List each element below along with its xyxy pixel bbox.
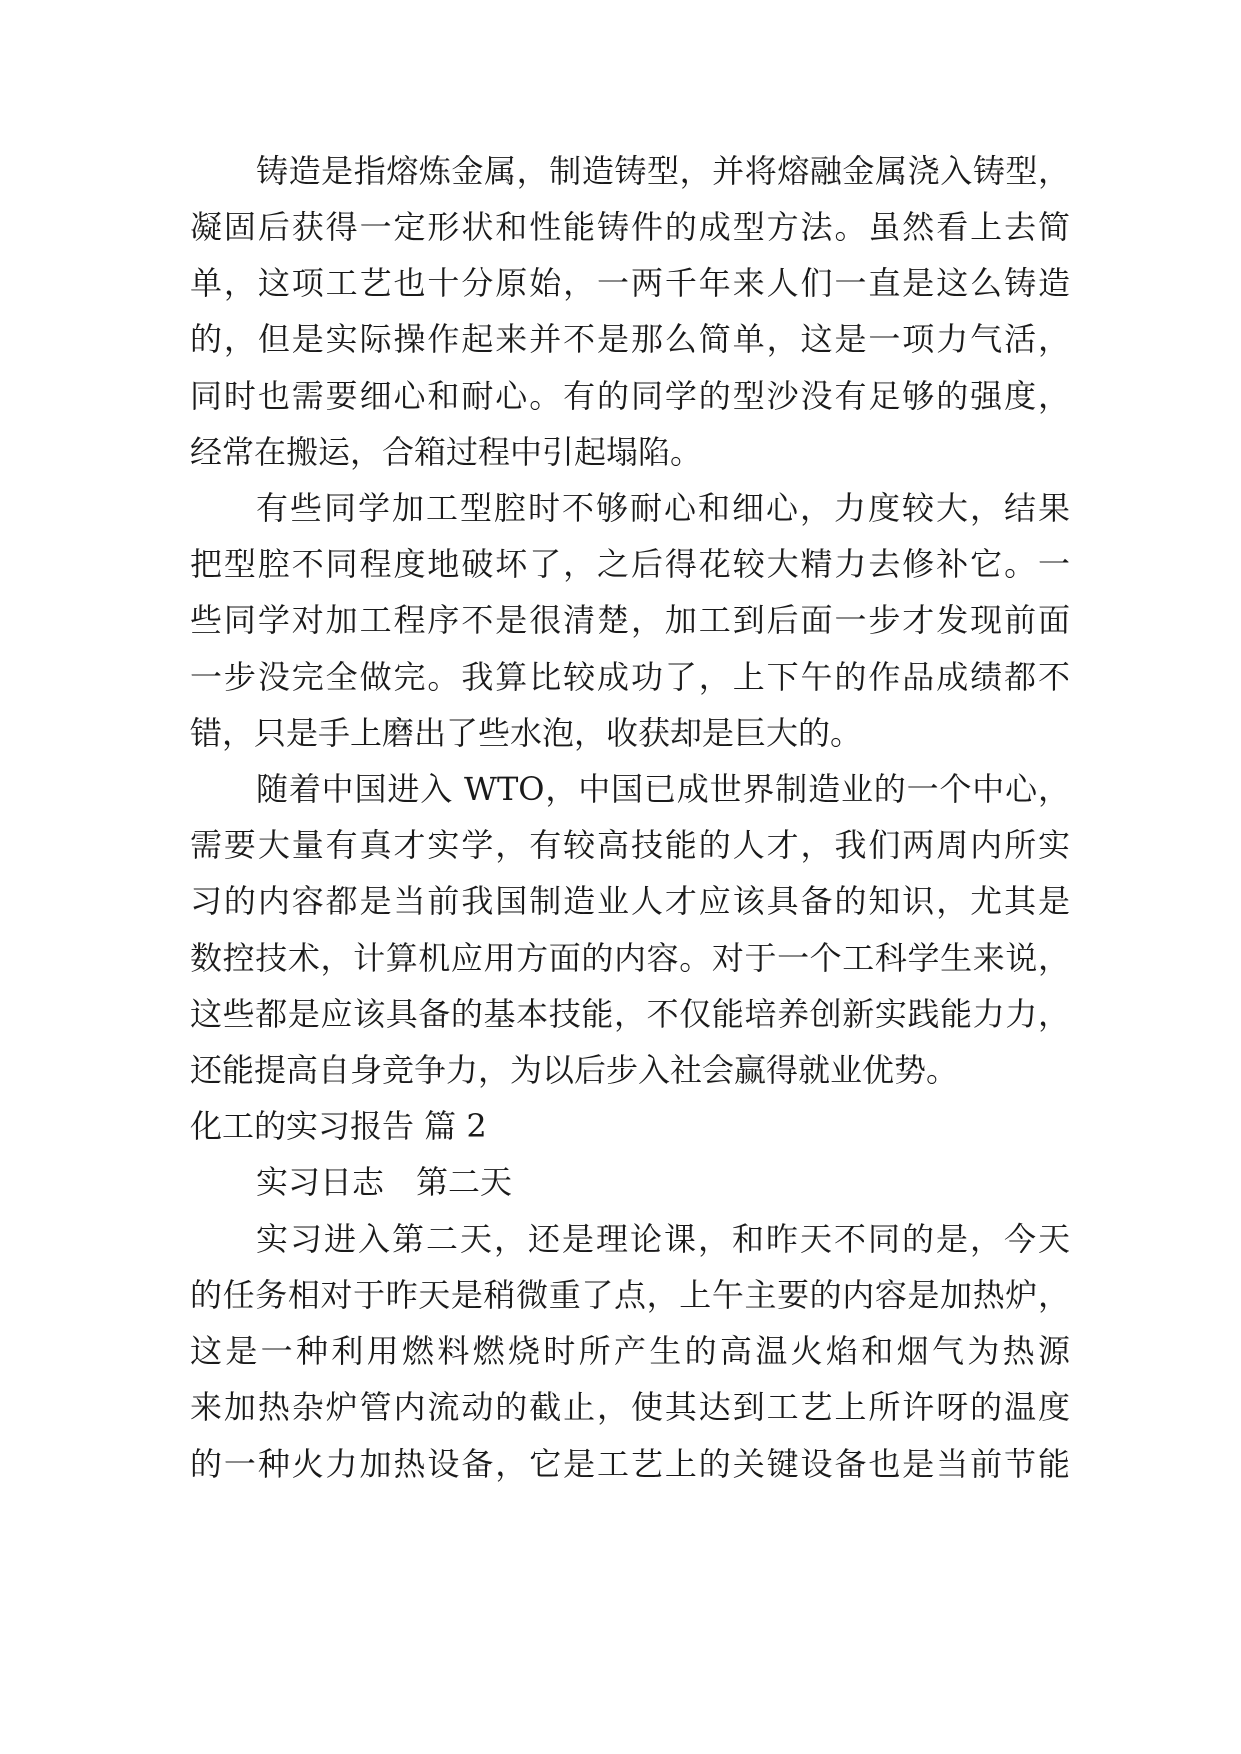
paragraph-4-line-3: 这是一种利用燃料燃烧时所产生的高温火焰和烟气为热源: [190, 1332, 1070, 1370]
paragraph-1-line-2: 凝固后获得一定形状和性能铸件的成型方法。虽然看上去简: [190, 208, 1070, 246]
paragraph-3-line-1: 随着中国进入 WTO，中国已成世界制造业的一个中心，: [256, 770, 1070, 808]
paragraph-1-line-1: 铸造是指熔炼金属，制造铸型，并将熔融金属浇入铸型，: [256, 152, 1070, 190]
section-heading: 化工的实习报告 篇 2: [190, 1107, 487, 1145]
paragraph-4-line-2: 的任务相对于昨天是稍微重了点，上午主要的内容是加热炉，: [190, 1276, 1070, 1314]
paragraph-1-line-6: 经常在搬运，合箱过程中引起塌陷。: [190, 433, 703, 471]
paragraph-3-line-6: 还能提高自身竞争力，为以后步入社会赢得就业优势。: [190, 1051, 959, 1089]
paragraph-4-line-1: 实习进入第二天，还是理论课，和昨天不同的是，今天: [256, 1220, 1070, 1258]
paragraph-1-line-4: 的，但是实际操作起来并不是那么简单，这是一项力气活，: [190, 320, 1070, 358]
paragraph-3-line-4: 数控技术，计算机应用方面的内容。对于一个工科学生来说，: [190, 939, 1070, 977]
paragraph-2-line-1: 有些同学加工型腔时不够耐心和细心，力度较大，结果: [256, 489, 1070, 527]
paragraph-2-line-3: 些同学对加工程序不是很清楚，加工到后面一步才发现前面: [190, 601, 1070, 639]
paragraph-2-line-4: 一步没完全做完。我算比较成功了，上下午的作品成绩都不: [190, 658, 1070, 696]
paragraph-2-line-2: 把型腔不同程度地破坏了，之后得花较大精力去修补它。一: [190, 545, 1070, 583]
paragraph-1-line-5: 同时也需要细心和耐心。有的同学的型沙没有足够的强度，: [190, 377, 1070, 415]
paragraph-3-line-3: 习的内容都是当前我国制造业人才应该具备的知识，尤其是: [190, 882, 1070, 920]
paragraph-3-line-5: 这些都是应该具备的基本技能，不仅能培养创新实践能力力，: [190, 995, 1070, 1033]
log-subtitle: 实习日志 第二天: [256, 1163, 513, 1201]
paragraph-1-line-3: 单，这项工艺也十分原始，一两千年来人们一直是这么铸造: [190, 264, 1070, 302]
paragraph-4-line-4: 来加热杂炉管内流动的截止，使其达到工艺上所许呀的温度: [190, 1388, 1070, 1426]
paragraph-4-line-5: 的一种火力加热设备，它是工艺上的关键设备也是当前节能: [190, 1445, 1070, 1483]
paragraph-2-line-5: 错，只是手上磨出了些水泡，收获却是巨大的。: [190, 714, 863, 752]
paragraph-3-line-2: 需要大量有真才实学，有较高技能的人才，我们两周内所实: [190, 826, 1070, 864]
